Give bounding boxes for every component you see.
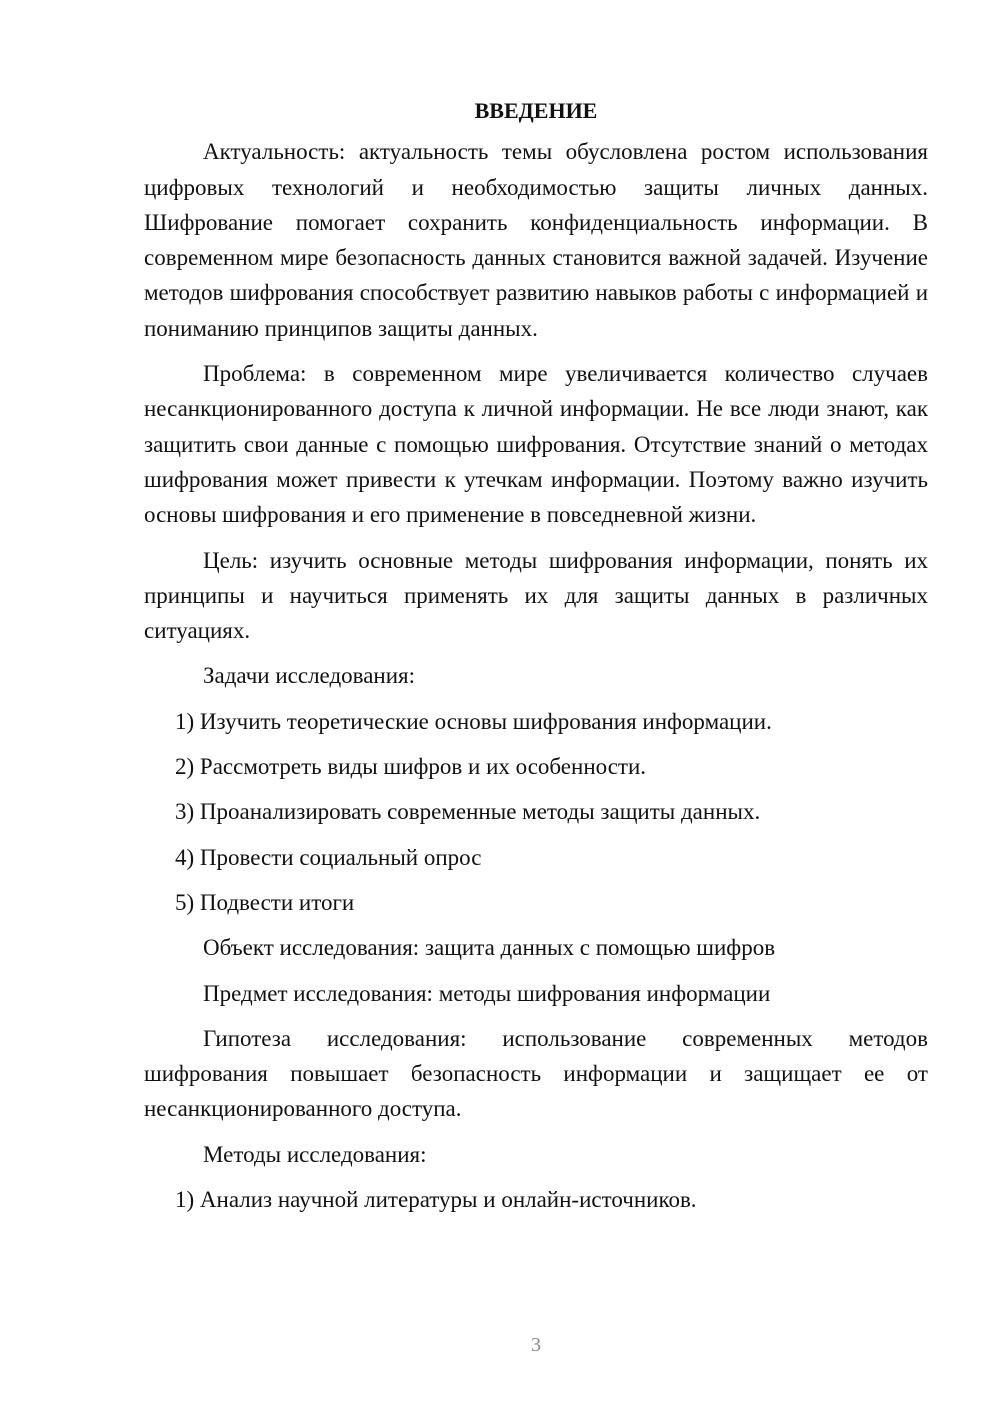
methods-heading: Методы исследования: — [203, 1141, 427, 1167]
section-title: ВВЕДЕНИЕ — [474, 98, 598, 123]
list-item: 1) Изучить теоретические основы шифрования информации. — [175, 708, 772, 734]
object-line: Объект исследования: защита данных с помощью шифров — [203, 935, 776, 961]
page-content — [144, 93, 928, 1227]
hypothesis-paragraph: Гипотеза исследования: использование современных методов шифрования повышает безопасность информации и защищает ее от несанкционированного доступа. — [144, 1025, 928, 1122]
tasks-heading: Задачи исследования: — [203, 663, 416, 689]
list-item: 3) Проанализировать современные методы защиты данных. — [175, 799, 761, 825]
list-item: 1) Анализ научной литературы и онлайн-источников. — [175, 1187, 697, 1213]
subject-line: Предмет исследования: методы шифрования информации — [203, 980, 771, 1006]
problem-paragraph: Проблема: в современном мире увеличивается количество случаев несанкционированного доступа к личной информации. Не все люди знают, как защитить свои данные с помощью шифрования. Отсутствие знаний о методах шифрования может привести к утечкам информации. Поэтому важно изучить основы шифрования и его применение в повседневной жизни. — [144, 361, 928, 528]
page-number: 3 — [531, 1334, 541, 1356]
tasks-list — [144, 704, 928, 920]
relevance-paragraph: Актуальность: актуальность темы обусловлена ростом использования цифровых технологий и необходимостью защиты личных данных. Шифрование помогает сохранить конфиденциальность информации. В современном мире безопасность данных становится важной задачей. Изучение методов шифрования способствует развитию навыков работы с информацией и пониманию принципов защиты данных. — [144, 139, 928, 341]
goal-paragraph: Цель: изучить основные методы шифрования информации, понять их принципы и научиться применять их для защиты данных в различных ситуациях. — [144, 547, 928, 644]
methods-list — [144, 1182, 928, 1217]
list-item: 5) Подвести итоги — [175, 889, 355, 915]
list-item: 2) Рассмотреть виды шифров и их особенности. — [175, 754, 647, 780]
list-item: 4) Провести социальный опрос — [175, 844, 482, 870]
